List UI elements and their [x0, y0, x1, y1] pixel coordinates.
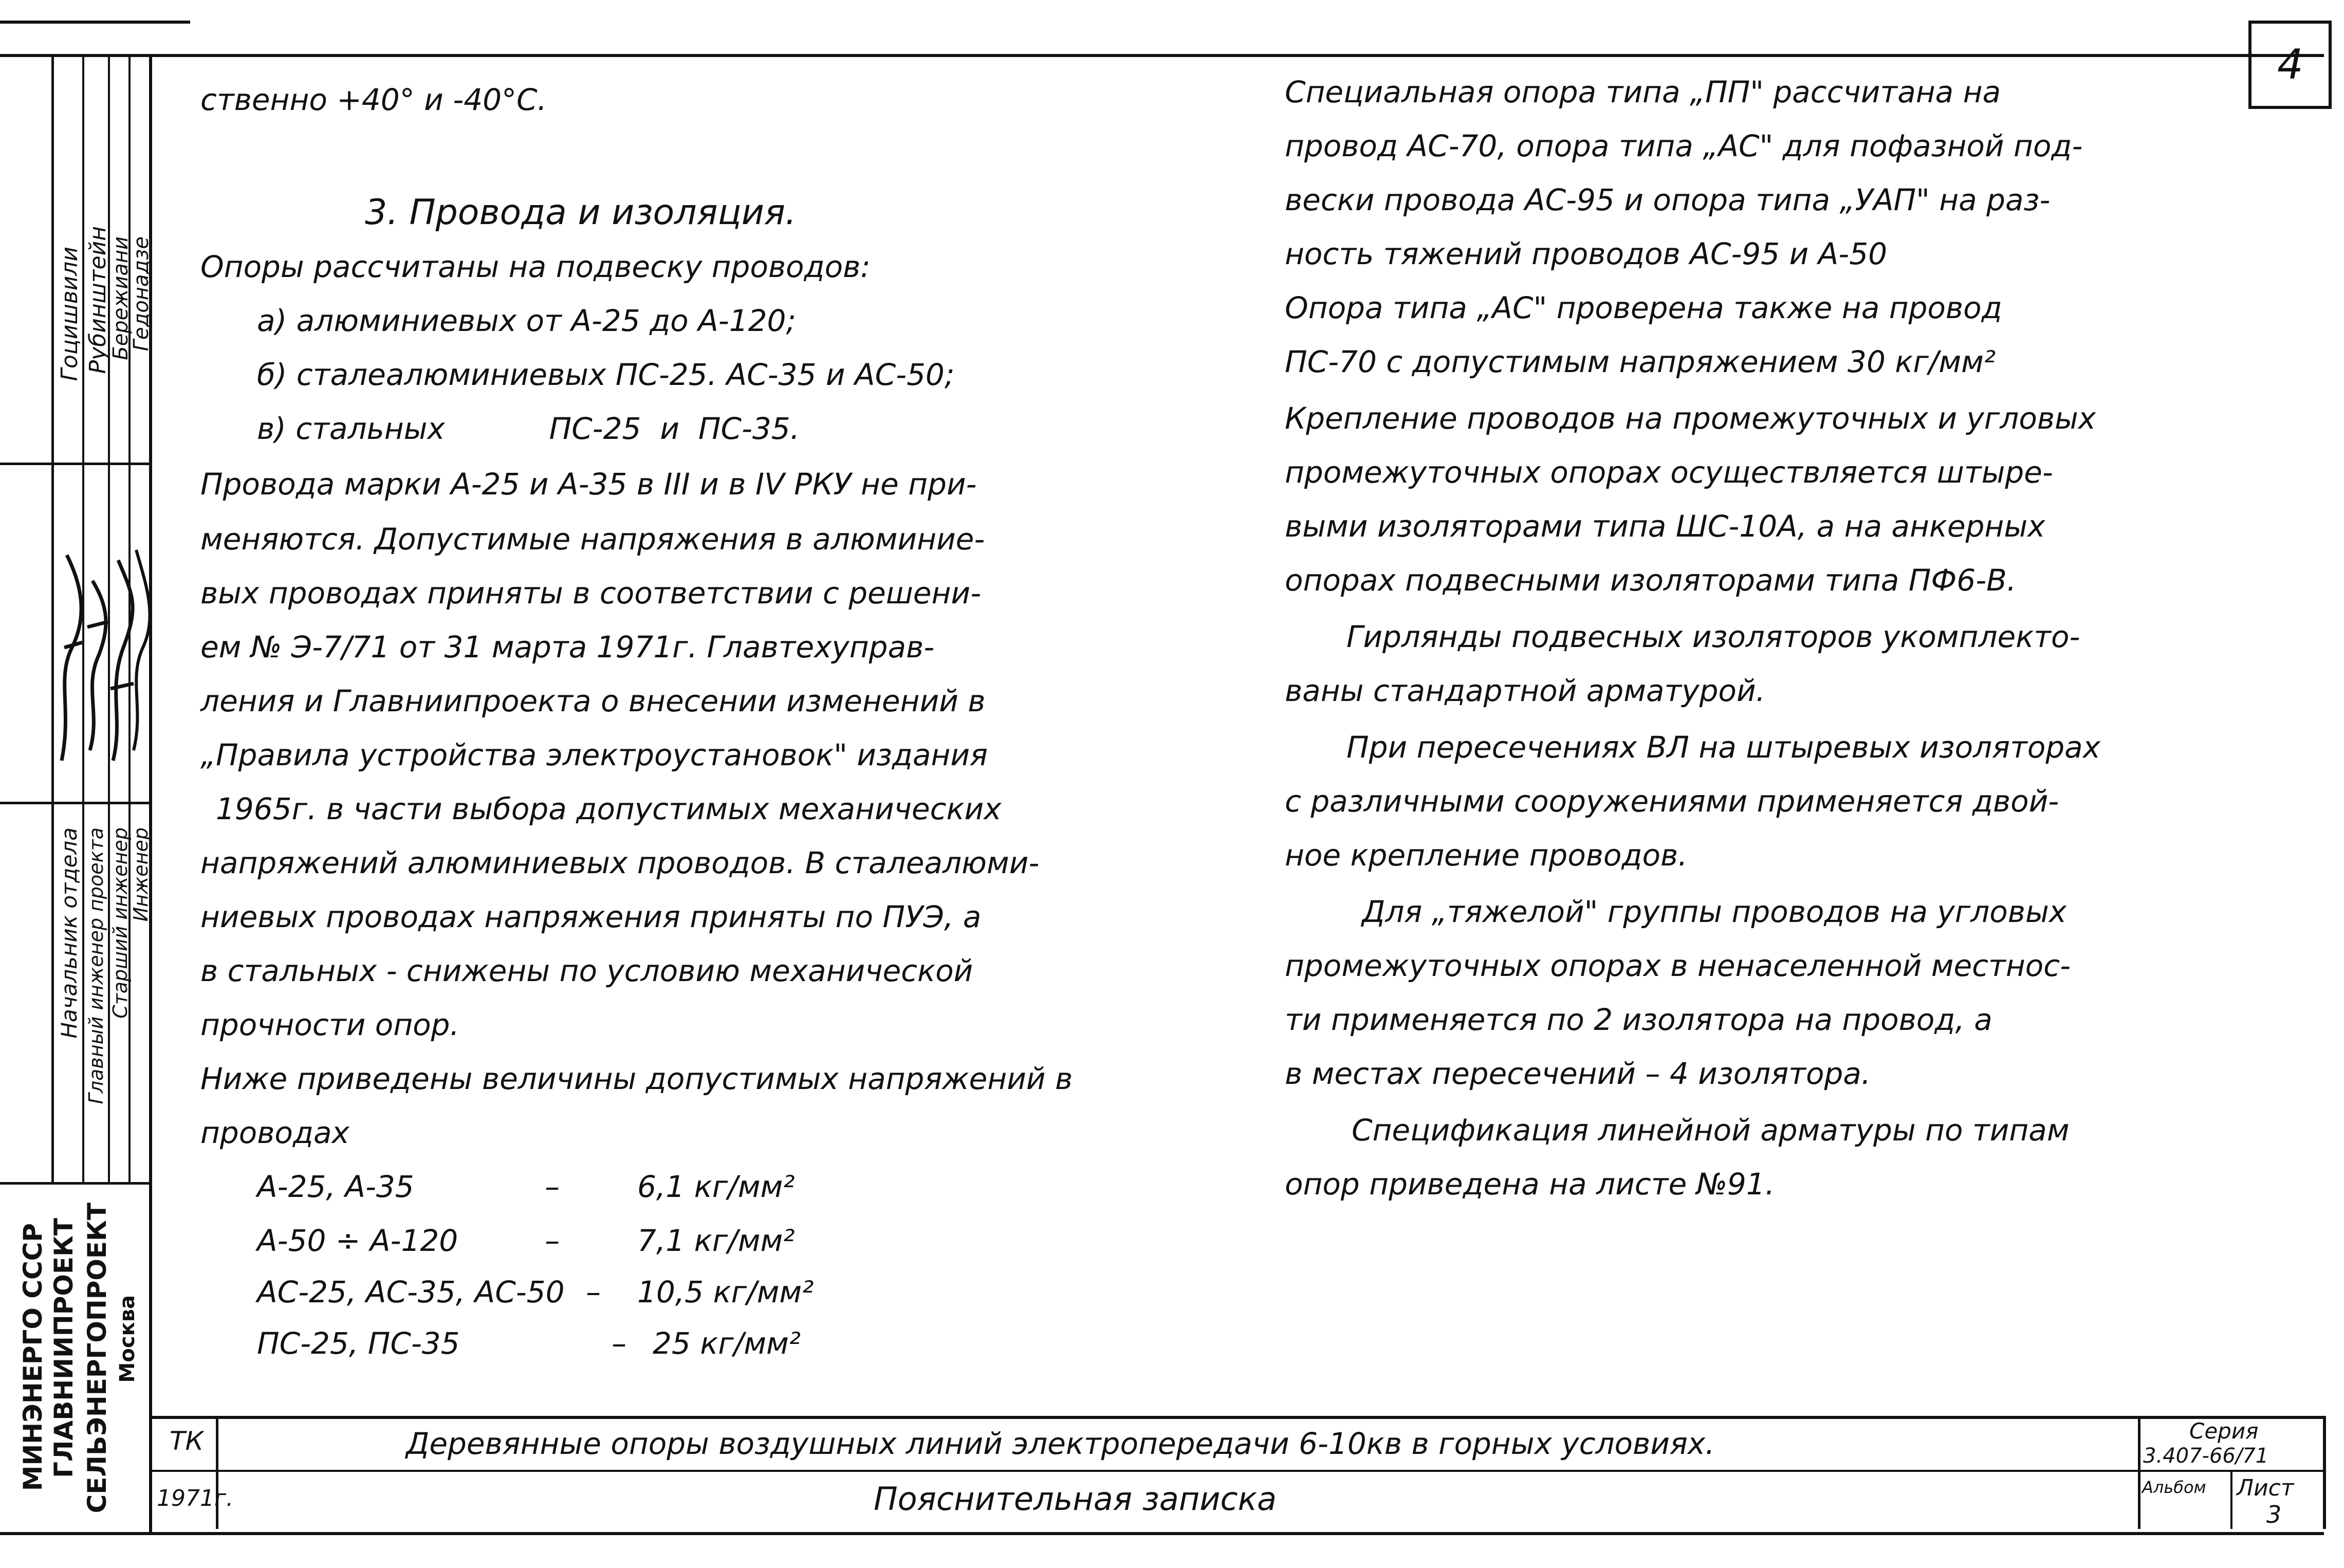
text-line: меняются. Допустимые напряжения в алюминие- [200, 522, 985, 557]
doc-year: 1971г. [157, 1485, 234, 1511]
text-line: Для „тяжелой" группы проводов на угловых [1362, 894, 2067, 929]
text-line: ственно +40° и -40°С. [200, 82, 547, 117]
title-block-divider [216, 1416, 218, 1529]
text-line: ти применяется по 2 изолятора на провод, а [1285, 1002, 1992, 1037]
text-line: 1965г. в части выбора допустимых механических [216, 791, 1002, 826]
text-line: прочности опор. [200, 1007, 459, 1042]
stress-value: 7,1 кг/мм² [637, 1223, 795, 1258]
page-number: 4 [2277, 41, 2303, 88]
text-line: в стальных - снижены по условию механической [200, 953, 973, 988]
title-block-mid-rule [149, 1470, 2138, 1472]
text-line: опор приведена на листе №91. [1285, 1167, 1775, 1202]
section-heading: 3. Провода и изоляция. [365, 192, 797, 233]
signatures [51, 493, 149, 781]
title-block-divider [2230, 1470, 2232, 1529]
text-line: провод АС-70, опора типа „АС" для пофазной под- [1285, 128, 2083, 163]
text-line: ниевых проводах напряжения приняты по ПУЭ, а [200, 899, 982, 934]
doc-subtitle: Пояснительная записка [874, 1480, 1277, 1518]
title-block-right-edge [2323, 1416, 2326, 1529]
stamp-org: ГЛАВНИИПРОЕКТ [49, 1218, 79, 1478]
text-line: ления и Главниипроекта о внесении изменений в [200, 684, 986, 718]
text-line: Гирлянды подвесных изоляторов укомплекто- [1346, 619, 2080, 654]
stress-sep: – [612, 1326, 626, 1361]
stress-value: 25 кг/мм² [653, 1326, 801, 1361]
stress-sep: – [586, 1275, 601, 1309]
left-column [200, 82, 1203, 1380]
text-line: Опора типа „АС" проверена также на провод [1285, 290, 2002, 325]
stamp-name: Гедонадзе [130, 236, 153, 352]
stamp-role: Инженер [130, 827, 152, 922]
album-label: Альбом [2142, 1478, 2206, 1497]
text-line: б) сталеалюминиевых ПС-25. АС-35 и АС-50; [257, 357, 955, 392]
title-block-top-rule [149, 1416, 2325, 1419]
page-number-box [2248, 21, 2332, 109]
text-line: Провода марки А-25 и А-35 в III и в IV РКУ не при- [200, 467, 977, 502]
text-line: Спецификация линейной арматуры по типам [1352, 1113, 2070, 1148]
stress-wires: ПС-25, ПС-35 [257, 1326, 460, 1361]
stamp-role: Начальник отдела [57, 827, 82, 1039]
text-line: проводах [200, 1115, 349, 1150]
text-line: напряжений алюминиевых проводов. В сталеалюми- [200, 845, 1040, 880]
text-line: ваны стандартной арматурой. [1285, 673, 1765, 708]
stamp-divider [0, 463, 149, 465]
text-line: ное крепление проводов. [1285, 838, 1688, 873]
text-line: ПС-70 с допустимым напряжением 30 кг/мм² [1285, 344, 1996, 379]
text-line: в местах пересечений – 4 изолятора. [1285, 1056, 1871, 1091]
title-block-divider [2138, 1416, 2140, 1529]
stress-value: 10,5 кг/мм² [637, 1275, 814, 1309]
text-line: ем № Э-7/71 от 31 марта 1971г. Главтехуправ- [200, 630, 935, 665]
stamp-org: МИНЭНЕРГО СССР [18, 1223, 48, 1491]
stress-sep: – [545, 1169, 560, 1204]
stress-wires: А-25, А-35 [257, 1169, 414, 1204]
series-value: 3.407-66/71 [2143, 1444, 2269, 1468]
stamp-org: СЕЛЬЭНЕРГОПРОЕКТ [82, 1203, 112, 1514]
doc-title: Деревянные опоры воздушных линий электропередачи 6-10кв в горных условиях. [406, 1426, 1715, 1461]
text-line: Крепление проводов на промежуточных и угловых [1285, 401, 2096, 436]
text-line: Опоры рассчитаны на подвеску проводов: [200, 249, 871, 284]
stamp-divider [0, 802, 149, 804]
stamp-name: Рубинштейн [85, 226, 111, 374]
stamp-role: Главный инженер проекта [85, 827, 107, 1104]
stamp-divider [0, 1182, 149, 1185]
top-rule [0, 21, 190, 24]
stress-wires: АС-25, АС-35, АС-50 [257, 1275, 565, 1309]
sheet-label: Лист [2237, 1475, 2294, 1501]
text-line: с различными сооружениями применяется двой- [1285, 784, 2059, 819]
stamp-org: Москва [116, 1295, 139, 1383]
stamp-name: Гоцишвили [57, 247, 83, 381]
text-line: вески провода АС-95 и опора типа „УАП" на раз- [1285, 182, 2051, 217]
text-line: вых проводах приняты в соответствии с решени- [200, 576, 982, 611]
text-line: а) алюминиевых от А-25 до А-120; [257, 303, 796, 338]
text-line: промежуточных опорах осуществляется штыре- [1285, 455, 2053, 490]
stamp-name: Бережиани [109, 236, 133, 360]
text-line: ность тяжений проводов АС-95 и А-50 [1285, 236, 1888, 271]
text-line: в) стальных ПС-25 и ПС-35. [257, 411, 800, 446]
text-line: опорах подвесными изоляторами типа ПФ6-В. [1285, 563, 2017, 598]
sheet-value: 3 [2266, 1501, 2282, 1528]
right-column [1285, 77, 2251, 1233]
text-line: промежуточных опорах в ненаселенной местнос- [1285, 948, 2071, 983]
stress-wires: А-50 ÷ А-120 [257, 1223, 458, 1258]
doc-code: ТК [170, 1426, 204, 1456]
stamp-role: Старший инженер [109, 827, 132, 1019]
text-line: При пересечениях ВЛ на штыревых изоляторах [1346, 730, 2101, 765]
text-line: „Правила устройства электроустановок" издания [200, 737, 988, 772]
stress-value: 6,1 кг/мм² [637, 1169, 795, 1204]
text-line: выми изоляторами типа ШС-10А, а на анкерных [1285, 509, 2045, 544]
series-label: Серия [2189, 1418, 2259, 1444]
stress-sep: – [545, 1223, 560, 1258]
text-line: Специальная опора типа „ПП" рассчитана на [1285, 75, 2001, 109]
text-line: Ниже приведены величины допустимых напряжений в [200, 1061, 1073, 1096]
